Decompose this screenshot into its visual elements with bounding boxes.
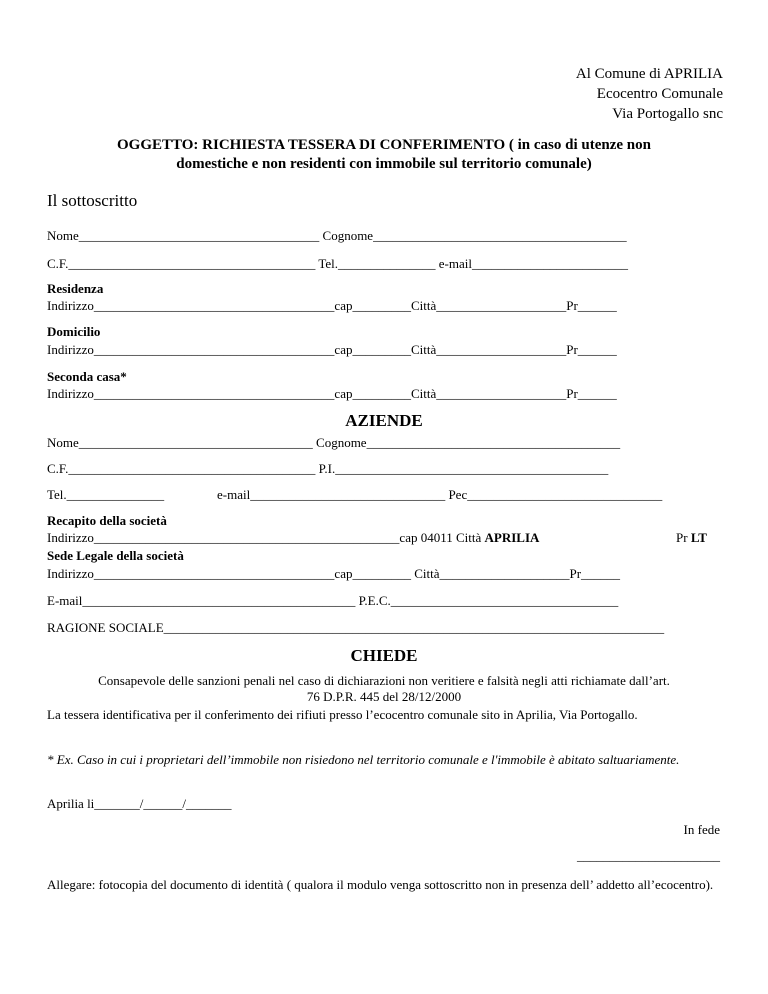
second-home-note: * Ex. Caso in cui i proprietari dell’immobile non risiedono nel territorio comunale e l'immobile è abitato saltuariamente. (47, 752, 680, 767)
domicilio-field[interactable]: Indirizzo_____________________________________cap_________Città____________________Pr______ (47, 342, 617, 357)
allegare-note: Allegare: fotocopia del documento di identità ( qualora il modulo venga sottoscritto non in presenza dell’ addetto all’ecocentro). (47, 877, 714, 892)
addressee-line-2: Ecocentro Comunale (596, 86, 723, 102)
recapito-row-text: Indirizzo_______________________________________________cap 04011 Città (47, 530, 485, 545)
signature-line[interactable]: ______________________ (577, 848, 720, 863)
addressee-line-3: Via Portogallo snc (612, 106, 723, 122)
recapito-pr-value: LT (690, 530, 707, 545)
person-cf-field[interactable]: C.F.______________________________________ Tel._______________ e-mail________________________ (47, 256, 628, 271)
ragione-sociale-field[interactable]: RAGIONE SOCIALE_____________________________________________________________________________ (47, 620, 665, 635)
aziende-email-pec-field[interactable]: e-mail______________________________ Pec______________________________ (217, 487, 663, 502)
person-nome-field[interactable]: Nome_____________________________________ Cognome_______________________________________ (47, 228, 627, 243)
domicilio-title: Domicilio (47, 324, 101, 339)
recapito-pr-label: Pr (676, 530, 691, 545)
aziende-title: AZIENDE (345, 411, 423, 430)
recapito-title: Recapito della società (47, 513, 167, 528)
date-field[interactable]: Aprilia li_______/______/_______ (47, 796, 232, 811)
aziende-nome-field[interactable]: Nome____________________________________ Cognome_______________________________________ (47, 435, 621, 450)
aziende-cf-field[interactable]: C.F.______________________________________ P.I.__________________________________________ (47, 461, 609, 476)
sede-legale-title: Sede Legale della società (47, 548, 184, 563)
recapito-field[interactable] (47, 530, 539, 546)
email-pec-field[interactable]: E-mail__________________________________________ P.E.C.___________________________________ (47, 593, 619, 608)
subject-line-2: domestiche e non residenti con immobile sul territorio comunale) (176, 156, 592, 172)
chiede-line-1: Consapevole delle sanzioni penali nel caso di dichiarazioni non veritiere e falsità negli atti richiamate dall’art. (98, 673, 670, 688)
residenza-field[interactable]: Indirizzo_____________________________________cap_________Città____________________Pr______ (47, 298, 617, 313)
subject-block (45, 136, 723, 174)
seconda-casa-field[interactable]: Indirizzo_____________________________________cap_________Città____________________Pr______ (47, 386, 617, 401)
recapito-city: APRILIA (484, 530, 540, 545)
subject-line-1: OGGETTO: RICHIESTA TESSERA DI CONFERIMENTO ( in caso di utenze non (116, 137, 651, 153)
intro-text: Il sottoscritto (47, 191, 138, 210)
seconda-casa-title: Seconda casa* (47, 369, 127, 384)
addressee-block (576, 64, 723, 124)
sede-legale-field[interactable]: Indirizzo_____________________________________cap_________ Città____________________Pr______ (47, 566, 621, 581)
addressee-line-1: Al Comune di APRILIA (575, 66, 723, 82)
chiede-line-2: 76 D.P.R. 445 del 28/12/2000 (306, 689, 462, 704)
recapito-pr (676, 530, 707, 546)
chiede-paragraph: La tessera identificativa per il conferimento dei rifiuti presso l’ecocentro comunale sito in Aprilia, Via Portogallo. (47, 707, 638, 722)
in-fede-label: In fede (683, 822, 720, 837)
residenza-title: Residenza (47, 281, 104, 296)
chiede-title: CHIEDE (350, 646, 418, 665)
aziende-tel-field[interactable]: Tel._______________ (47, 487, 165, 502)
